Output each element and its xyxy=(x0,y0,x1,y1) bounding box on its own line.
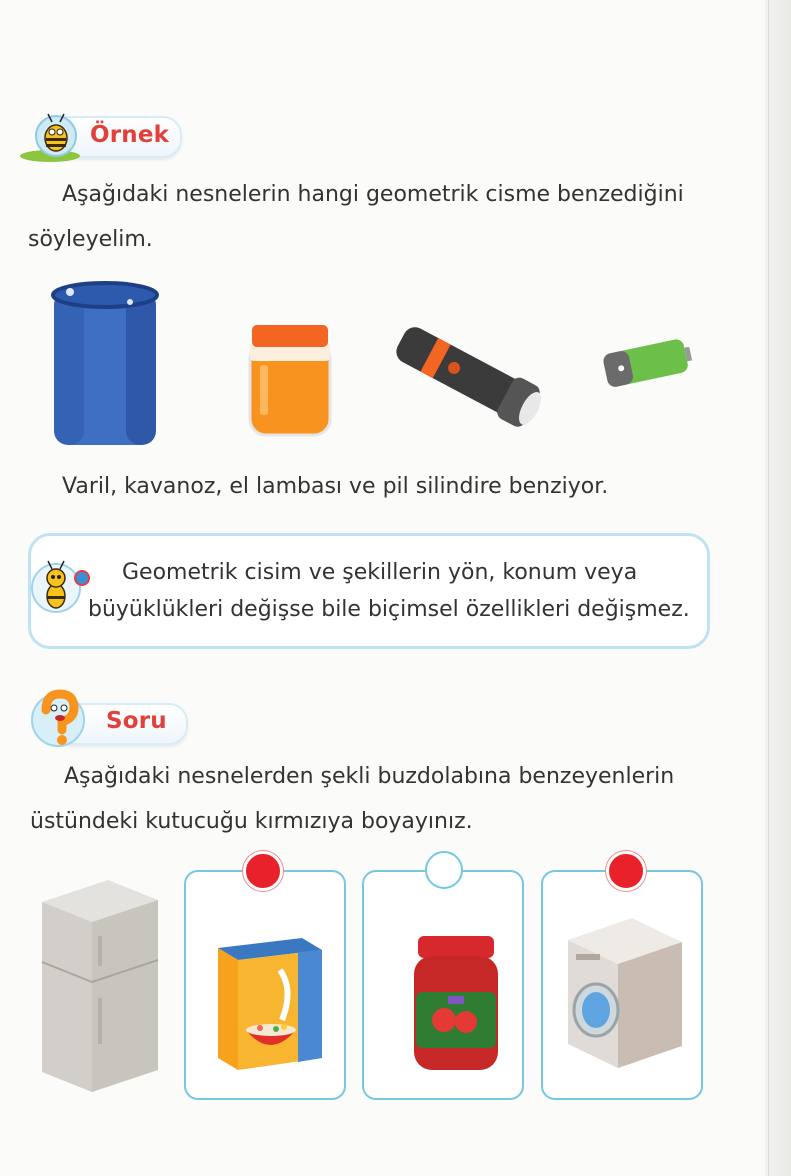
refrigerator-image xyxy=(38,876,162,1098)
note-line1: Geometrik cisim ve şekillerin yön, konum veya xyxy=(122,560,638,585)
note-box xyxy=(28,533,710,649)
question-instruction xyxy=(28,754,718,844)
question-mark-mascot-icon xyxy=(30,688,88,750)
option-checkbox-washing-machine[interactable] xyxy=(606,851,646,891)
example-title: Örnek xyxy=(90,122,170,148)
example-instruction-line2: söyleyelim. xyxy=(28,227,153,252)
cereal-box-image xyxy=(210,930,330,1074)
battery-image xyxy=(602,337,694,388)
bee-mascot-icon xyxy=(18,108,88,166)
example-objects xyxy=(40,275,740,450)
note-line2: büyüklükleri değişse bile biçimsel özellikleri değişmez. xyxy=(88,597,690,622)
example-instruction xyxy=(28,172,718,262)
flashlight-image xyxy=(390,319,548,432)
barrel-image xyxy=(53,283,157,445)
tomato-paste-jar-image xyxy=(408,936,504,1074)
page-edge-line xyxy=(768,0,769,1176)
option-checkbox-tomato-paste-jar[interactable] xyxy=(425,851,463,889)
question-title: Soru xyxy=(106,708,167,734)
example-caption: Varil, kavanoz, el lambası ve pil silindire benziyor. xyxy=(62,474,609,499)
option-checkbox-cereal-box[interactable] xyxy=(243,851,283,891)
question-instruction-line1: Aşağıdaki nesnelerden şekli buzdolabına benzeyenlerin xyxy=(64,764,675,789)
question-instruction-line2: üstündeki kutucuğu kırmızıya boyayınız. xyxy=(30,809,473,834)
washing-machine-image xyxy=(562,912,688,1074)
example-instruction-line1: Aşağıdaki nesnelerin hangi geometrik cisme benzediğini xyxy=(62,182,684,207)
jar-image xyxy=(250,325,330,435)
